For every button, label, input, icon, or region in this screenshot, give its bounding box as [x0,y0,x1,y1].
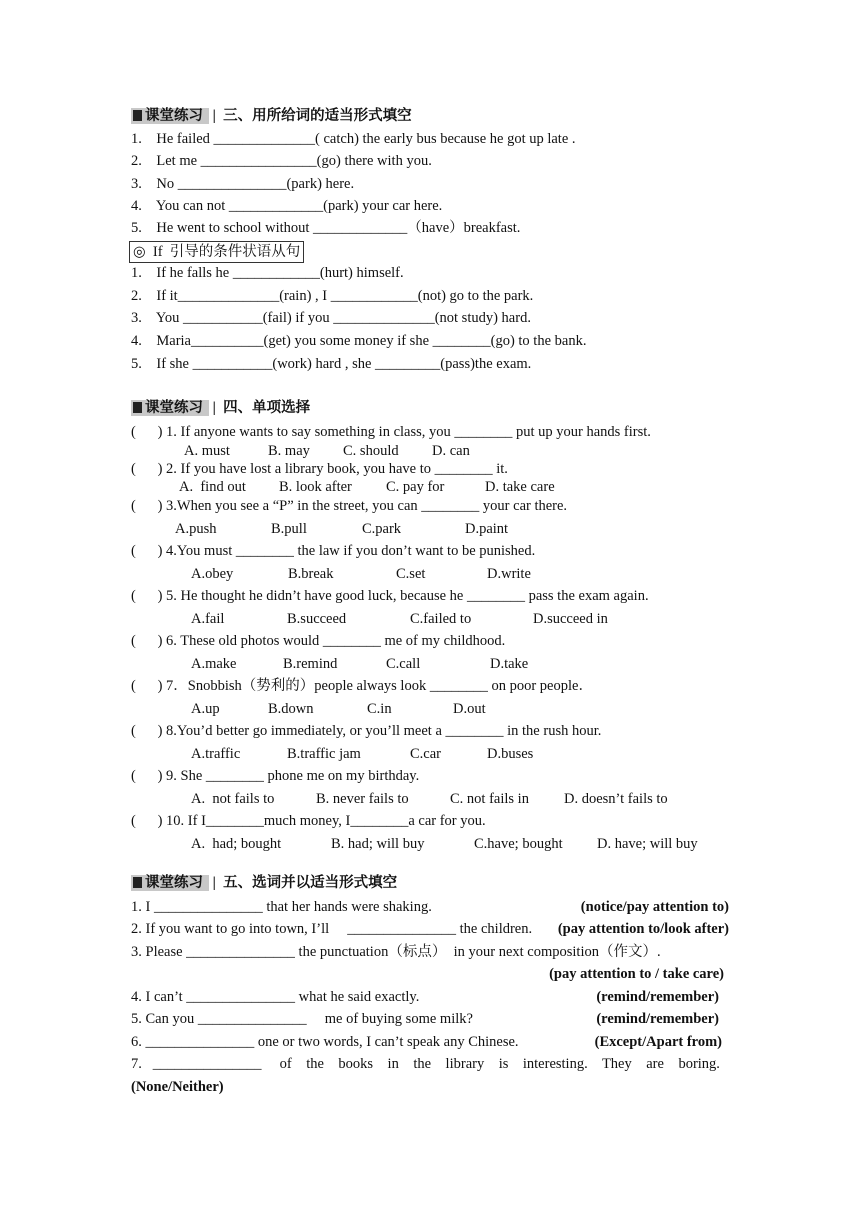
mc-q1-opt-b: B. may [268,443,310,459]
mc-question-3: ( ) 3.When you see a “P” in the street, you can ________ your car there. [131,498,568,514]
section-3-title: 三、用所给词的适当形式填空 [223,108,412,124]
mc-q7-opt-c: C.in [367,701,392,717]
mc-q5-opt-d: D.succeed in [533,611,608,627]
s3-item-4: 4. You can not _____________(park) your car here. [131,198,443,214]
mc-q6-opt-c: C.call [386,656,421,672]
if-item-1: 1. If he falls he ____________(hurt) himself. [131,265,404,281]
mc-q2-opt-a: A. find out [179,479,246,495]
if-item-5: 5. If she ___________(work) hard , she _________(pass)the exam. [131,356,532,372]
s3-item-3: 3. No _______________(park) here. [131,176,355,192]
mc-q6-opt-d: D.take [490,656,529,672]
s5-item-4: 4. I can’t _______________ what he said exactly. [131,989,420,1005]
mc-q7-opt-d: D.out [453,701,486,717]
section-3-heading [131,106,412,126]
s5-item-1: 1. I _______________ that her hands were shaking. [131,899,432,915]
section-4-title: 四、单项选择 [223,400,311,416]
if-item-4: 4. Maria__________(get) you some money if she ________(go) to the bank. [131,333,587,349]
s3-item-1: 1. He failed ______________( catch) the early bus because he got up late . [131,131,576,147]
mc-q2-opt-c: C. pay for [386,479,445,495]
mc-q10-opt-c: C.have; bought [474,836,563,852]
mc-question-1: ( ) 1. If anyone wants to say something in class, you ________ put up your hands first. [131,424,651,440]
mc-q10-opt-b: B. had; will buy [331,836,425,852]
mc-question-10: ( ) 10. If I________much money, I________a car for you. [131,813,486,829]
mc-q8-opt-d: D.buses [487,746,534,762]
mc-q1-opt-d: D. can [432,443,470,459]
mc-q5-opt-a: A.fail [191,611,225,627]
s5-item-6-hint: (Except/Apart from) [594,1034,722,1050]
if-item-3: 3. You ___________(fail) if you ______________(not study) hard. [131,310,531,326]
mc-q8-opt-b: B.traffic jam [287,746,361,762]
s5-item-3: 3. Please _______________ the punctuation（标点） in your next composition（作文）. [131,944,661,960]
section-4-tag: 课堂练习 [131,400,209,416]
mc-q9-opt-d: D. doesn’t fails to [564,791,668,807]
mc-q3-opt-c: C.park [362,521,402,537]
mc-question-6: ( ) 6. These old photos would ________ me of my childhood. [131,633,506,649]
s5-item-3-hint: (pay attention to / take care) [549,966,724,982]
mc-question-4: ( ) 4.You must ________ the law if you don’t want to be punished. [131,543,536,559]
s5-item-2-hint: (pay attention to/look after) [557,921,729,937]
section-5-title: 五、选词并以适当形式填空 [223,875,398,891]
mc-question-9: ( ) 9. She ________ phone me on my birthday. [131,768,420,784]
mc-q6-opt-b: B.remind [283,656,338,672]
mc-q4-opt-a: A.obey [191,566,234,582]
section-4-heading [131,398,310,418]
s5-item-1-hint: (notice/pay attention to) [580,899,729,915]
mc-question-8: ( ) 8.You’d better go immediately, or you’ll meet a ________ in the rush hour. [131,723,602,739]
if-item-2: 2. If it______________(rain) , I ____________(not) go to the park. [131,288,534,304]
s5-item-2: 2. If you want to go into town, I’ll _______________ the children. [131,921,533,937]
mc-q5-opt-b: B.succeed [287,611,347,627]
mc-q8-opt-c: C.car [410,746,441,762]
mc-q9-opt-c: C. not fails in [450,791,529,807]
section-5-tag: 课堂练习 [131,875,209,891]
section-5-sep: | [212,875,216,891]
mc-q9-opt-a: A. not fails to [191,791,275,807]
mc-q3-opt-a: A.push [175,521,217,537]
mc-q2-opt-b: B. look after [279,479,352,495]
mc-q1-opt-a: A. must [184,443,230,459]
section-3-sep: | [212,108,216,124]
mc-q4-opt-c: C.set [396,566,426,582]
s5-item-7: 7. _______________ of the books in the library is interesting. They are boring. [131,1056,720,1072]
mc-q10-opt-a: A. had; bought [191,836,282,852]
mc-q6-opt-a: A.make [191,656,237,672]
mc-q8-opt-a: A.traffic [191,746,241,762]
s5-item-4-hint: (remind/remember) [596,989,719,1005]
s3-item-2: 2. Let me ________________(go) there with you. [131,153,432,169]
mc-q4-opt-d: D.write [487,566,531,582]
s5-item-6: 6. _______________ one or two words, I can’t speak any Chinese. [131,1034,519,1050]
mc-question-5: ( ) 5. He thought he didn’t have good luck, because he ________ pass the exam again. [131,588,649,604]
s5-item-5: 5. Can you _______________ me of buying some milk? [131,1011,473,1027]
s3-item-5: 5. He went to school without _____________（have）breakfast. [131,220,521,236]
mc-q7-opt-b: B.down [268,701,314,717]
s5-item-7-hint: (None/Neither) [131,1079,224,1095]
mc-q2-opt-d: D. take care [485,479,555,495]
mc-q4-opt-b: B.break [288,566,334,582]
mc-q9-opt-b: B. never fails to [316,791,409,807]
section-4-sep: | [212,400,216,416]
if-section-heading: ◎ If 引导的条件状语从句 [129,241,304,263]
mc-question-7: ( ) 7．Snobbish（势利的）people always look ________ on poor people． [131,678,593,694]
section-5-heading [131,873,397,893]
mc-question-2: ( ) 2. If you have lost a library book, you have to ________ it. [131,461,508,477]
mc-q7-opt-a: A.up [191,701,220,717]
section-3-tag: 课堂练习 [131,108,209,124]
mc-q10-opt-d: D. have; will buy [597,836,698,852]
mc-q1-opt-c: C. should [343,443,399,459]
mc-q3-opt-d: D.paint [465,521,509,537]
s5-item-5-hint: (remind/remember) [596,1011,719,1027]
mc-q3-opt-b: B.pull [271,521,307,537]
mc-q5-opt-c: C.failed to [410,611,472,627]
